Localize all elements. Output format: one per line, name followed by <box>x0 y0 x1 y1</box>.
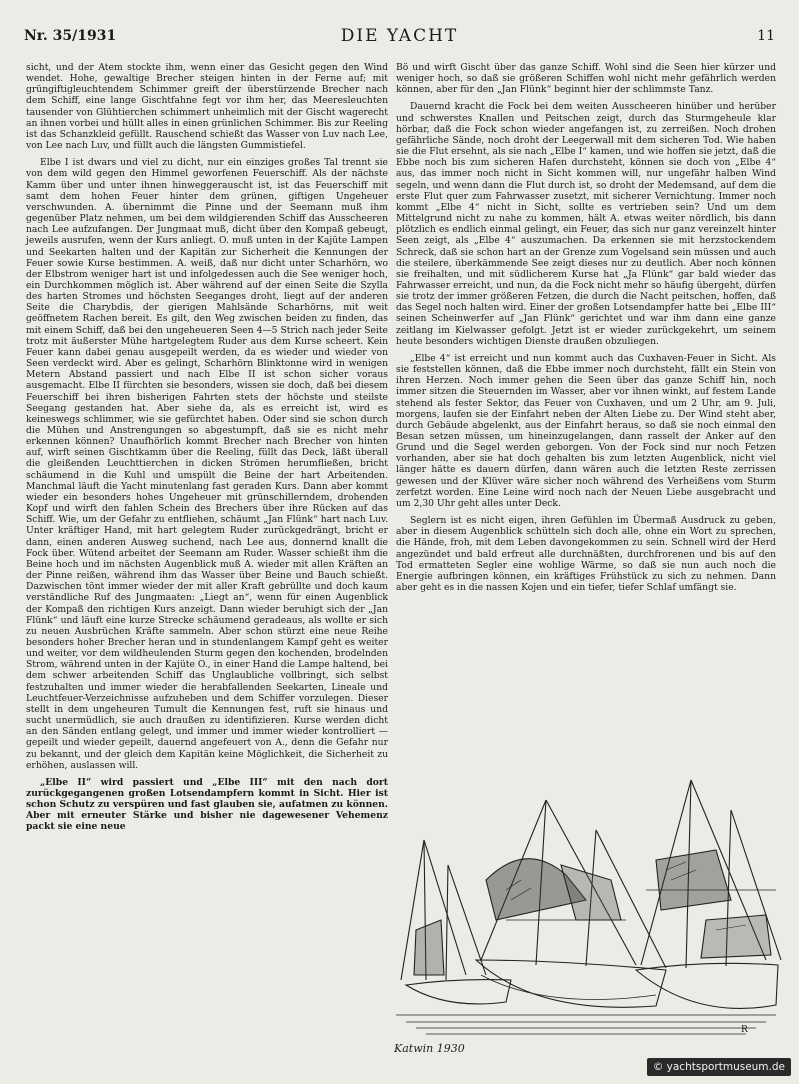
right-paragraph-3: „Elbe 4“ ist erreicht und nun kommt auch das Cuxhaven-Feuer in Sicht. Als sie feststellen können, daß die Ebbe immer noch durchsteht, fällt ein Stein von ihren Herzen. Noch immer gehen die Seen über das ganze Schiff hin, noch immer sitzen die Steuernden im Wasser, aber vor ihnen winkt, auf festem Lande stehend als fester Sektor, das Feuer von Cuxhaven, und um 2 Uhr, am 9. Juli, morgens, laufen sie der Einfahrt neben der Alten Liebe zu. Der Wind steht aber, durch Gebäude abgelenkt, aus der Einfahrt heraus, so daß sie noch einmal den Besan setzen müssen, um hineinzugelangen, dann rasselt der Anker auf den Grund und die Segel werden geborgen. Von der Fock sind nur noch Fetzen vorhanden, aber sie hat doch gehalten bis zum letzten Augenblick, nicht viel länger hätte es dauern dürfen, dann wären auch die letzten Reste zerrissen gewesen und der Klüver wäre sicher noch während des Verheißens vom Sturm zerfetzt worden. Eine Leine wird noch nach der Neuen Liebe ausgebracht und um 2,30 Uhr geht alles unter Deck. <box>396 352 776 509</box>
right-paragraph-2: Dauernd kracht die Fock bei dem weiten Ausscheeren hinüber und herüber und schwerstes Knallen und Peitschen zeigt, durch das Sturmgeheule klar hörbar, daß die Fock schon wieder angefangen ist, zu zerreißen. Noch drohen gefährliche Sände, noch droht der Leegerwall mit dem sicheren Tod. Wie haben sie die Flut ersehnt, als sie nach „Elbe I“ kamen, und wie hoffen sie jetzt, daß die Ebbe noch bis zum sicheren Hafen durchsteht, können sie doch von „Elbe 4“ aus, das immer noch nicht in Sicht kommen will, nur ungefähr halben Wind segeln, und wenn dann die Flut durch ist, so droht der Medemsand, auf dem die erste Flut quer zum Fahrwasser zusetzt, mit sicherer Vernichtung. Immer noch kommt „Elbe 4“ nicht in Sicht, sollte es vertrieben sein? Und um dem Mittelgrund nicht zu nahe zu kommen, hält A. etwas weiter nördlich, bis dann plötzlich es endlich einmal gelingt, ein Feuer, das sich nur ganz vereinzelt hinter Seen zeigt, als „Elbe 4“ auszumachen. Da erkennen sie mit herzstockendem Schreck, daß sie schon hart an der Grenze zum Vogelsand sein müssen und auch die steilere, überkämmende See zeigt dieses nur zu deutlich. Aber noch können sie freihalten, und mit südlicherem Kurse hat „Ja Flünk“ gar bald wieder das Fahrwasser erreicht, und nun, da die Fock nicht mehr so häufig übergeht, dürfen sie trotz der immer größeren Fetzen, die durch die Nacht peitschen, hoffen, daß das Segel noch halten wird. Einer der großen Lotsendampfer hatte bei „Elbe III“ seinen Scheinwerfer auf „Jan Flünk“ gerichtet und war ihm dann eine ganze zeitlang im Kielwasser gefolgt. Jetzt ist er wieder zurückgekehrt, um seinem heute besonders wichtigen Dienste draußen obzuliegen. <box>396 101 776 347</box>
page-header <box>24 28 775 50</box>
issue-number: Nr. 35/1931 <box>24 28 117 44</box>
harbor-boats-illustration <box>386 770 786 1060</box>
right-boat <box>636 780 781 1008</box>
left-boat <box>401 840 511 1004</box>
illustration-monogram: R <box>741 1025 748 1035</box>
copyright-watermark[interactable]: © yachtsportmuseum.de <box>647 1058 791 1076</box>
page-number: 11 <box>757 28 775 44</box>
right-paragraph-1: Bö und wirft Gischt über das ganze Schiff. Wohl sind die Seen hier kürzer und weniger hoch, so daß sie größeren Schiffen wohl nicht mehr gefährlich werden können, aber für den „Jan Flünk“ beginnt hier der schlimmste Tanz. <box>396 62 776 96</box>
illustration-signature: Katwin 1930 <box>394 1042 465 1055</box>
magazine-title: DIE YACHT <box>340 26 459 46</box>
left-column <box>26 62 388 1072</box>
left-paragraph-3: „Elbe II“ wird passiert und „Elbe III“ mit den nach dort zurückgegangenen großen Lotsendampfern kommt in Sicht. Hier ist schon Schutz zu verspüren und fast glauben sie, aufatmen zu können. Aber mit erneuter Stärke und bisher nie dagewesener Vehemenz packt sie eine neue <box>26 776 388 833</box>
central-boat <box>476 800 666 1007</box>
right-column <box>396 62 776 742</box>
left-paragraph-2: Elbe I ist dwars und viel zu dicht, nur ein einziges großes Tal trennt sie von dem wild gegen den Himmel geworfenen Feuerschiff. Als der nächste Kamm über und unter ihnen hinweggerauscht ist, ist das Feuerschiff mit samt dem hohen Feuer hinter dem grünen, giftigen Ungeheuer verschwunden. A. übernimmt die Pinne und der Seemann muß ihm gegenüber Platz nehmen, um bei dem wildgierenden Schiff das Ausscheeren nach Lee aufzufangen. Der Jungmaat muß, dicht über den Kompaß gebeugt, jeweils ausrufen, wenn der Kurs anliegt. O. muß unten in der Kajüte Lampen und Seekarten halten und der Kapitän zur Sicherheit die Kennungen der Feuer sowie Kurse bestimmen. A. weiß, daß nur dicht unter Scharhörn, wo der Elbstrom weniger hart ist und infolgedessen auch die See weniger hoch, ein Durchkommen möglich ist. Aber während auf der einen Seite die Szylla des harten Stromes und höchsten Seeganges droht, liegt auf der anderen Seite die Charybdis, der gierigen Mahlsände Scharhörns, mit weit geöffnetem Rachen bereit. Es gilt, den Weg zwischen beiden zu finden, das mit einem Schiff, daß bei den ungeheueren Seen 4—5 Strich nach jeder Seite trotz mit äußerster Mühe hartgelegtem Ruder aus dem Kurse scheert. Kein Feuer kann dabei genau ausgepeilt werden, da es wieder und wieder von Seen verdeckt wird. Aber es gelingt, Scharhörn Blinktonne wird in wenigen Metern Abstand passiert und nach Elbe II ist schon sicher voraus ausgemacht. Elbe II fürchten sie besonders, wissen sie doch, daß bei diesem Feuerschiff bei ihren bisherigen Fahrten stets der höchste und steilste Seegang gestanden hat. Aber siehe da, als es erreicht ist, wird es keineswegs schlimmer, wie sie gefürchtet haben. Oder sind sie schon durch die Mühen und Anstrengungen so abgestumpft, daß sie es nicht mehr erkennen können? Unaufhörlich kommt Brecher nach Brecher von hinten auf, wirft seinen Gischtkamm über die Reeling, füllt das Deck, läßt überall die gleißenden Leuchttierchen in dicken Strömen herumfließen, bricht schäumend in die Kuhl und umspült die Beine der hart Arbeitenden. Manchmal läuft die Yacht minutenlang fast geraden Kurs. Dann aber kommt wieder ein besonders hohes Ungeheuer mit grünschillerndem, drohenden Kopf und wirft den fahlen Schein des Brechers über ihre Rücken auf das Schiff. Wie, um der Gefahr zu entfliehen, schäumt „Jan Flünk“ hart nach Luv. Unter kräftiger Hand, mit hart gelegtem Ruder zurückgedrängt, bricht er dann, einen anderen Ausweg suchend, nach Lee aus, donnernd knallt die Fock über. Wütend arbeitet der Seemann am Ruder. Wasser schießt ihm die Beine hoch und im nächsten Augenblick muß A. wieder mit allen Kräften an der Pinne reißen, während ihm das Wasser über Beine und Bauch schießt. Dazwischen tönt immer wieder der mit aller Kraft gebrüllte und doch kaum verständliche Ruf des Jungmaaten: „Liegt an“, wenn für einen Augenblick der Kompaß den richtigen Kurs anzeigt. Dann wieder beruhigt sich der „Jan Flünk“ und läuft eine kurze Strecke schäumend geradeaus, als wollte er sich zu neuen Ausbrüchen Kräfte sammeln. Aber schon stürzt eine neue Reihe besonders hoher Brecher heran und in stundenlangem Kampf geht es weiter und weiter, vor dem wildheulenden Sturm gegen den kochenden, brodelnden Strom, während unten in der Kajüte O., in einer Hand die Lampe haltend, bei dem schwer arbeitenden Schiff das Unglaubliche vollbringt, sich selbst festzuhalten und immer wieder die herabfallenden Seekarten, Lineale und Leuchtfeuer-Verzeichnisse aufzuheben und dem Schiffer vorzulegen. Dieser stellt in dem ungeheuren Tumult die Kennungen fest, ruft sie hinaus und sucht unermüdlich, sie auch draußen zu identifizieren. Kurse werden dicht an den Sänden entlang gelegt, und immer und immer wieder kontrolliert — gepeilt und wieder gepeilt, dauernd angefeuert von A., denn die Gefahr nur zu bekannt, und der gleich dem Kapitän keine Möglichkeit, die Sicherheit zu erhöhen, auslassen will. <box>26 157 388 771</box>
right-paragraph-4: Seglern ist es nicht eigen, ihren Gefühlen im Übermaß Ausdruck zu geben, aber in diesem Augenblick schütteln sich doch alle, ohne ein Wort zu sprechen, die Hände, froh, mit dem Leben davongekommen zu sein. Schnell wird der Herd angezündet und bald erfreut alle durchnäßten, durchfrorenen und bis auf den Tod ermatteten Segler eine wohlige Wärme, so daß sie nun auch noch die Energie aufbringen können, ein kräftiges Frühstück zu sich zu nehmen. Dann aber geht es in die nassen Kojen und ein tiefer, tiefer Schlaf umfängt sie. <box>396 515 776 594</box>
left-paragraph-1: sicht, und der Atem stockte ihm, wenn einer das Gesicht gegen den Wind wendet. Hohe, gewaltige Brecher steigen hinten in der Ferne auf; mit grüngiftigleuchtendem Schimmer greift der überstürzende Brecher nach dem Schiff, eine lange Gischtfahne fegt vor ihm her, das Meeresleuchten tausender von Glühtierchen schimmert unheimlich mit der Gischt wagerecht an ihnen vorbei und hüllt alles in einen grünlichen Schimmer. Bis zur Reeling ist das Schanzkleid gefüllt. Rauschend schießt das Wasser von Luv nach Lee, von Lee nach Luv, und füllt auch die längsten Gummistiefel. <box>26 62 388 152</box>
water-hatching <box>396 1015 776 1034</box>
